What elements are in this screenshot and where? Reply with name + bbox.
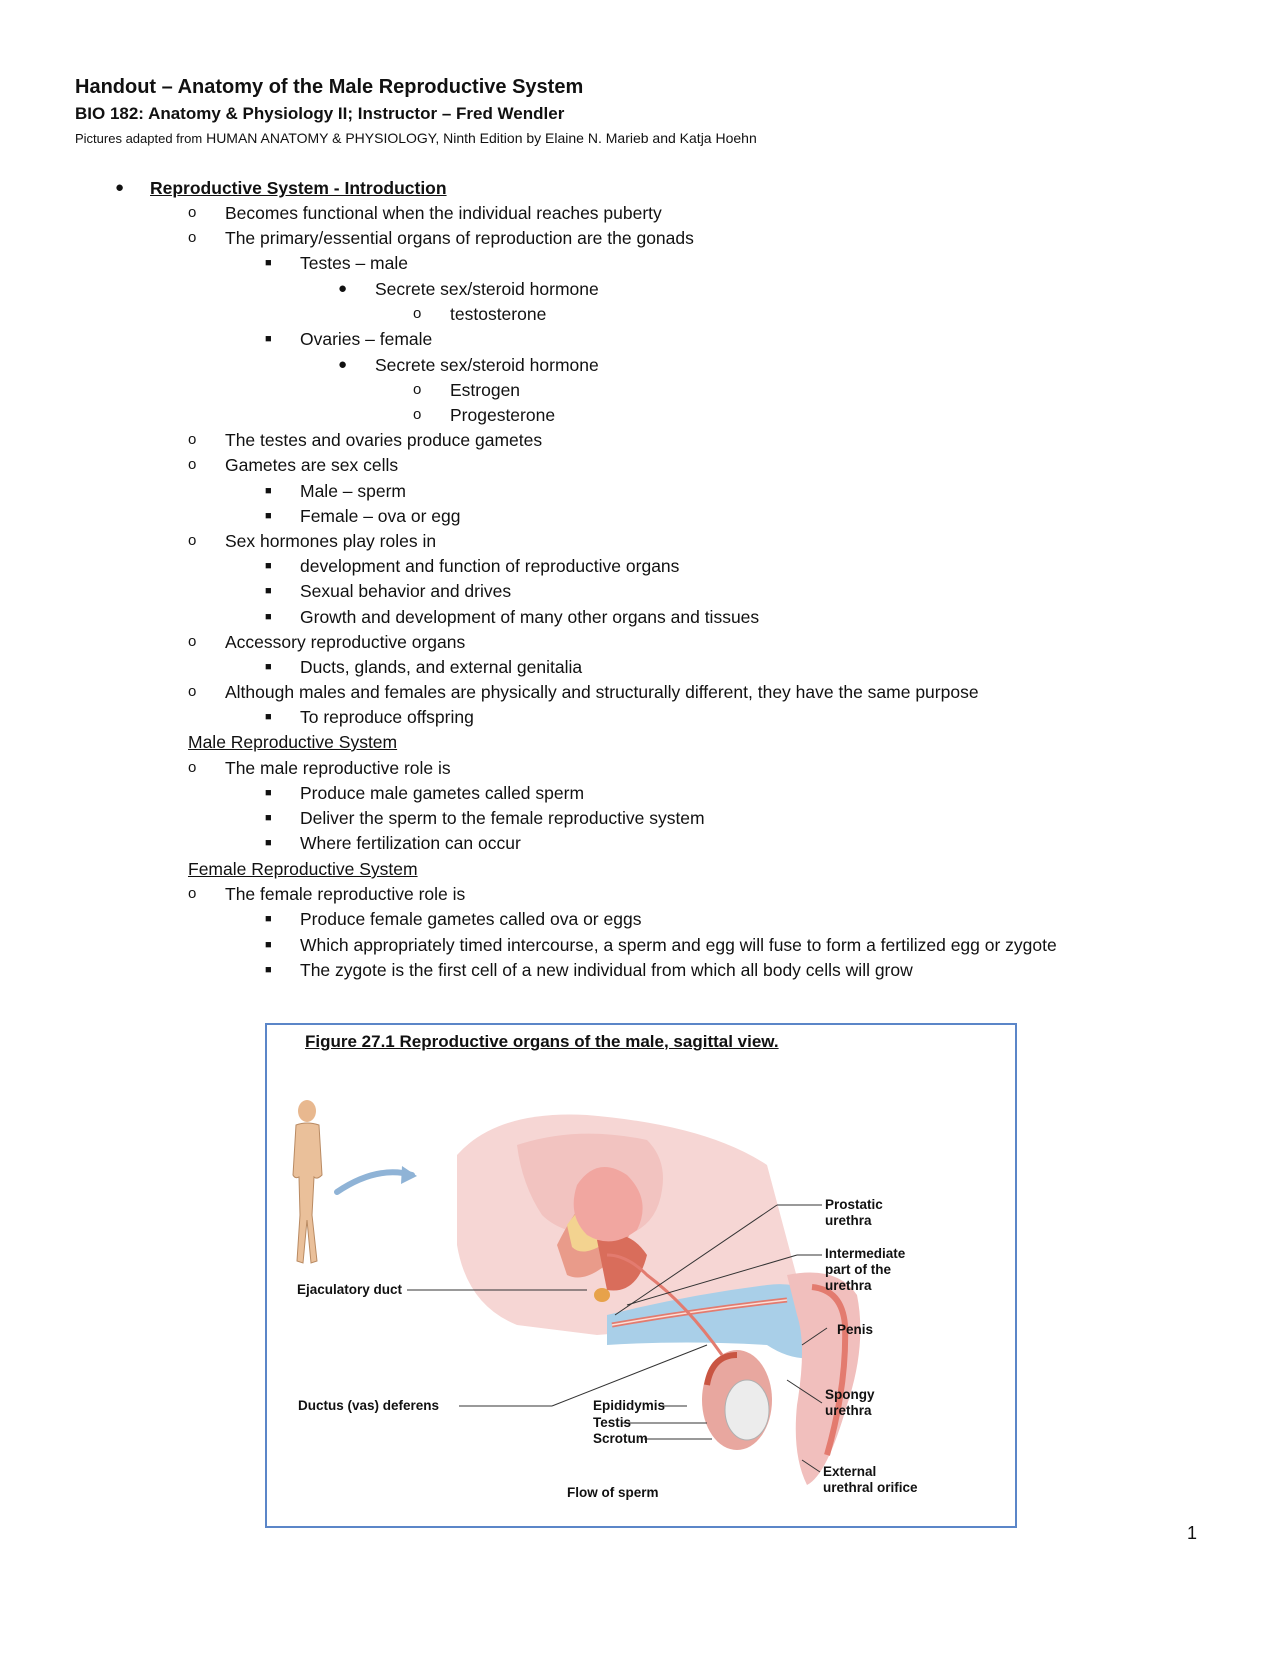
bullet-square: ■: [265, 585, 272, 597]
list-item: Becomes functional when the individual reaches puberty: [225, 203, 662, 223]
source-credit: [75, 130, 757, 146]
arrowhead-icon: [401, 1166, 417, 1184]
list-item: To reproduce offspring: [300, 707, 474, 727]
list-item: Female – ova or egg: [300, 506, 461, 526]
figure-title: Figure 27.1 Reproductive organs of the male, sagittal view.: [305, 1032, 779, 1051]
list-item: testosterone: [450, 304, 547, 324]
course-line: BIO 182: Anatomy & Physiology II; Instructor – Fred Wendler: [75, 104, 565, 123]
list-item: The primary/essential organs of reproduction are the gonads: [225, 228, 694, 248]
list-item: The male reproductive role is: [225, 758, 451, 778]
list-item: Gametes are sex cells: [225, 455, 399, 475]
bullet-circle: o: [188, 204, 197, 221]
list-item: Accessory reproductive organs: [225, 632, 466, 652]
bullet-square: ■: [265, 257, 272, 269]
list-item: development and function of reproductive organs: [300, 556, 680, 576]
label-ejaculatory-duct: Ejaculatory duct: [297, 1282, 403, 1297]
label-spongy-2: urethra: [825, 1403, 872, 1418]
anatomy-figure: [265, 1023, 1017, 1528]
label-intermediate-3: urethra: [825, 1278, 872, 1293]
bullet-dot: ●: [338, 280, 348, 297]
bullet-square: ■: [265, 711, 272, 723]
list-item: Sexual behavior and drives: [300, 581, 512, 601]
list-item: Although males and females are physically and structurally different, they have the same purpose: [225, 682, 979, 702]
bullet-circle: o: [188, 885, 197, 902]
label-penis: Penis: [837, 1322, 874, 1337]
label-intermediate-1: Intermediate: [825, 1246, 906, 1261]
source-prefix: Pictures adapted from: [75, 131, 203, 146]
list-item: The female reproductive role is: [225, 884, 466, 904]
bullet-circle: o: [188, 759, 197, 776]
bullet-dot: ●: [115, 179, 125, 196]
male-section-heading: Male Reproductive System: [188, 732, 398, 752]
bullet-square: ■: [265, 661, 272, 673]
bullet-dot: ●: [338, 356, 348, 373]
source-text: HUMAN ANATOMY & PHYSIOLOGY, Ninth Edition by Elaine N. Marieb and Katja Hoehn: [206, 130, 757, 146]
arrow-icon: [337, 1172, 412, 1192]
bullet-circle: o: [188, 431, 197, 448]
list-item: Growth and development of many other organs and tissues: [300, 607, 760, 627]
bullet-square: ■: [265, 837, 272, 849]
bullet-circle: o: [188, 683, 197, 700]
bullet-square: ■: [265, 560, 272, 572]
list-item: Deliver the sperm to the female reproductive system: [300, 808, 705, 828]
label-external-1: External: [823, 1464, 877, 1479]
label-spongy-1: Spongy: [825, 1387, 875, 1402]
label-epididymis: Epididymis: [593, 1398, 666, 1413]
label-external-2: urethral orifice: [823, 1480, 918, 1495]
document-title: Handout – Anatomy of the Male Reproductive System: [75, 76, 584, 98]
label-scrotum: Scrotum: [593, 1431, 648, 1446]
list-item: The zygote is the first cell of a new individual from which all body cells will grow: [300, 960, 913, 980]
bullet-circle: o: [188, 633, 197, 650]
list-item: Which appropriately timed intercourse, a sperm and egg will fuse to form a fertilized egg or zygote: [300, 935, 1057, 955]
list-item: Secrete sex/steroid hormone: [375, 279, 599, 299]
label-prostatic-urethra-2: urethra: [825, 1213, 872, 1228]
list-item: Testes – male: [300, 253, 408, 273]
bullet-square: ■: [265, 913, 272, 925]
list-item: Male – sperm: [300, 481, 407, 501]
bullet-circle: o: [188, 532, 197, 549]
bullet-square: ■: [265, 787, 272, 799]
bullet-circle: o: [413, 305, 422, 322]
list-item: Produce female gametes called ova or eggs: [300, 909, 642, 929]
label-prostatic-urethra-1: Prostatic: [825, 1197, 883, 1212]
bullet-square: ■: [265, 964, 272, 976]
list-item: Ducts, glands, and external genitalia: [300, 657, 583, 677]
list-item: Progesterone: [450, 405, 556, 425]
bullet-square: ■: [265, 939, 272, 951]
bullet-square: ■: [265, 510, 272, 522]
list-item: Secrete sex/steroid hormone: [375, 355, 599, 375]
female-section-heading: Female Reproductive System: [188, 859, 418, 879]
section-heading: Reproductive System - Introduction: [150, 178, 447, 198]
label-intermediate-2: part of the: [825, 1262, 891, 1277]
human-figure-icon: [293, 1100, 322, 1263]
figure-illustration: [267, 1025, 1015, 1526]
page-number: 1: [1187, 1523, 1198, 1543]
list-item: Sex hormones play roles in: [225, 531, 437, 551]
bullet-square: ■: [265, 812, 272, 824]
bullet-circle: o: [188, 456, 197, 473]
list-item: The testes and ovaries produce gametes: [225, 430, 543, 450]
bullet-circle: o: [413, 406, 422, 423]
list-item: Ovaries – female: [300, 329, 433, 349]
bullet-square: ■: [265, 485, 272, 497]
bullet-square: ■: [265, 611, 272, 623]
bullet-circle: o: [413, 381, 422, 398]
list-item: Produce male gametes called sperm: [300, 783, 585, 803]
bullet-square: ■: [265, 333, 272, 345]
bullet-circle: o: [188, 229, 197, 246]
list-item: Where fertilization can occur: [300, 833, 521, 853]
label-flow-of-sperm: Flow of sperm: [567, 1485, 659, 1500]
sagittal-illustration: [407, 1115, 860, 1486]
label-ductus-deferens: Ductus (vas) deferens: [298, 1398, 440, 1413]
label-testis: Testis: [593, 1415, 632, 1430]
list-item: Estrogen: [450, 380, 521, 400]
